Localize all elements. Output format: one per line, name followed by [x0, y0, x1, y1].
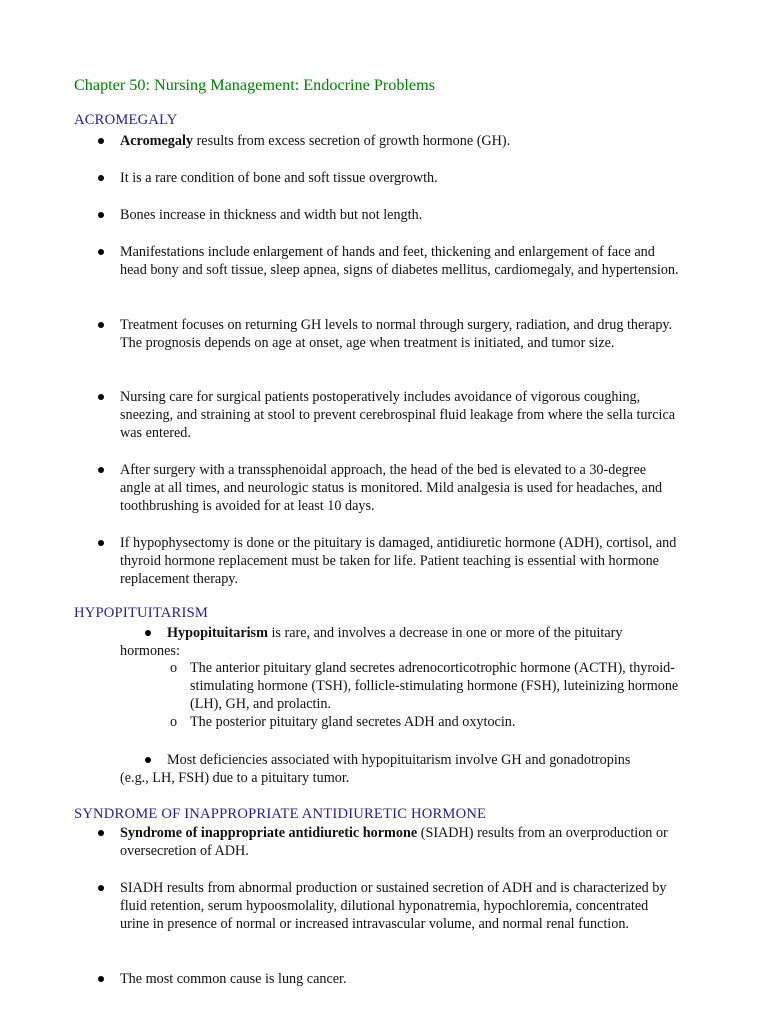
chapter-title: Chapter 50: Nursing Management: Endocrine Problems: [74, 76, 435, 94]
list-item-text: If hypophysectomy is done or the pituitary is damaged, antidiuretic hormone (ADH), cortisol, and thyroid hormone replacement must be taken for life. Patient teaching is essential with hormone replacement therapy.: [120, 535, 677, 587]
section-heading-siadh: SYNDROME OF INAPPROPRIATE ANTIDIURETIC HORMONE: [74, 806, 487, 822]
list-item: [120, 243, 680, 279]
list-item-text: is rare, and involves a decrease in one or more of the pituitary: [267, 625, 623, 641]
list-item: [120, 316, 680, 352]
list-item-text: results from excess secretion of growth hormone (GH).: [193, 133, 511, 149]
sub-bullet-marker: o: [170, 660, 178, 676]
list-item-continuation: hormones:: [120, 643, 180, 659]
bullet-icon: [98, 394, 104, 400]
bullet-icon: [98, 212, 104, 218]
bullet-icon: [98, 467, 104, 473]
list-item: [120, 132, 680, 150]
list-item: [120, 970, 680, 988]
sub-bullet-marker: o: [170, 714, 178, 730]
list-item: [120, 879, 680, 933]
bullet-icon: [98, 540, 104, 546]
list-item-text: Manifestations include enlargement of hands and feet, thickening and enlargement of face and head bony and soft tissue, sleep apnea, signs of diabetes mellitus, cardiomegaly, and hypertension.: [120, 244, 679, 278]
list-item-text: SIADH results from abnormal production or sustained secretion of ADH and is characterized by fluid retention, serum hypoosmolality, dilutional hyponatremia, hypochloremia, concentrated urine in presence of normal or increased intravascular volume, and normal renal function.: [120, 880, 667, 932]
list-item: [120, 206, 680, 224]
list-item-text: (SIADH) results from an overproduction or oversecretion of ADH.: [120, 825, 668, 859]
list-item-continuation: (e.g., LH, FSH) due to a pituitary tumor.: [120, 770, 350, 786]
list-item-text: Treatment focuses on returning GH levels to normal through surgery, radiation, and drug therapy. The prognosis depends on age at onset, age when treatment is initiated, and tumor size.: [120, 317, 673, 351]
bullet-icon: [98, 830, 104, 836]
bullet-icon: [98, 249, 104, 255]
bullet-icon: [145, 757, 151, 763]
list-item: [120, 169, 680, 187]
list-item: [120, 824, 680, 860]
list-item-text: After surgery with a transsphenoidal approach, the head of the bed is elevated to a 30-degree angle at all times, and neurologic status is monitored. Mild analgesia is used for headaches, and toothbrushing is avoided for at least 10 days.: [120, 462, 663, 514]
term-bold: Hypopituitarism: [167, 625, 268, 641]
bullet-icon: [98, 322, 104, 328]
bullet-icon: [98, 138, 104, 144]
bullet-icon: [98, 175, 104, 181]
bullet-icon: [98, 885, 104, 891]
sub-list-item: [170, 659, 690, 713]
bullet-icon: [98, 976, 104, 982]
section-heading-hypopituitarism: HYPOPITUITARISM: [74, 605, 208, 621]
bullet-icon: [145, 630, 151, 636]
sub-list-item: [170, 713, 690, 731]
list-item: [167, 751, 727, 769]
list-item: [120, 534, 680, 588]
list-item-text: Bones increase in thickness and width but not length.: [120, 207, 423, 223]
sub-list-item-text: The posterior pituitary gland secretes ADH and oxytocin.: [190, 714, 516, 730]
list-item-text: Most deficiencies associated with hypopituitarism involve GH and gonadotropins: [167, 752, 631, 768]
sub-list-item-text: The anterior pituitary gland secretes adrenocorticotrophic hormone (ACTH), thyroid-stimulating hormone (TSH), follicle-stimulating hormone (FSH), luteinizing hormone (LH), GH, and prolactin.: [190, 660, 679, 712]
term-bold: Syndrome of inappropriate antidiuretic hormone: [120, 825, 418, 841]
section-heading-acromegaly: ACROMEGALY: [74, 112, 178, 128]
list-item-text: Nursing care for surgical patients postoperatively includes avoidance of vigorous coughing, sneezing, and straining at stool to prevent cerebrospinal fluid leakage from where the sella turcica was entered.: [120, 389, 676, 441]
list-item: [120, 461, 680, 515]
list-item-text: It is a rare condition of bone and soft tissue overgrowth.: [120, 170, 438, 186]
list-item: [167, 624, 727, 642]
list-item-text: The most common cause is lung cancer.: [120, 971, 347, 987]
list-item: [120, 388, 680, 442]
term-bold: Acromegaly: [120, 133, 194, 149]
